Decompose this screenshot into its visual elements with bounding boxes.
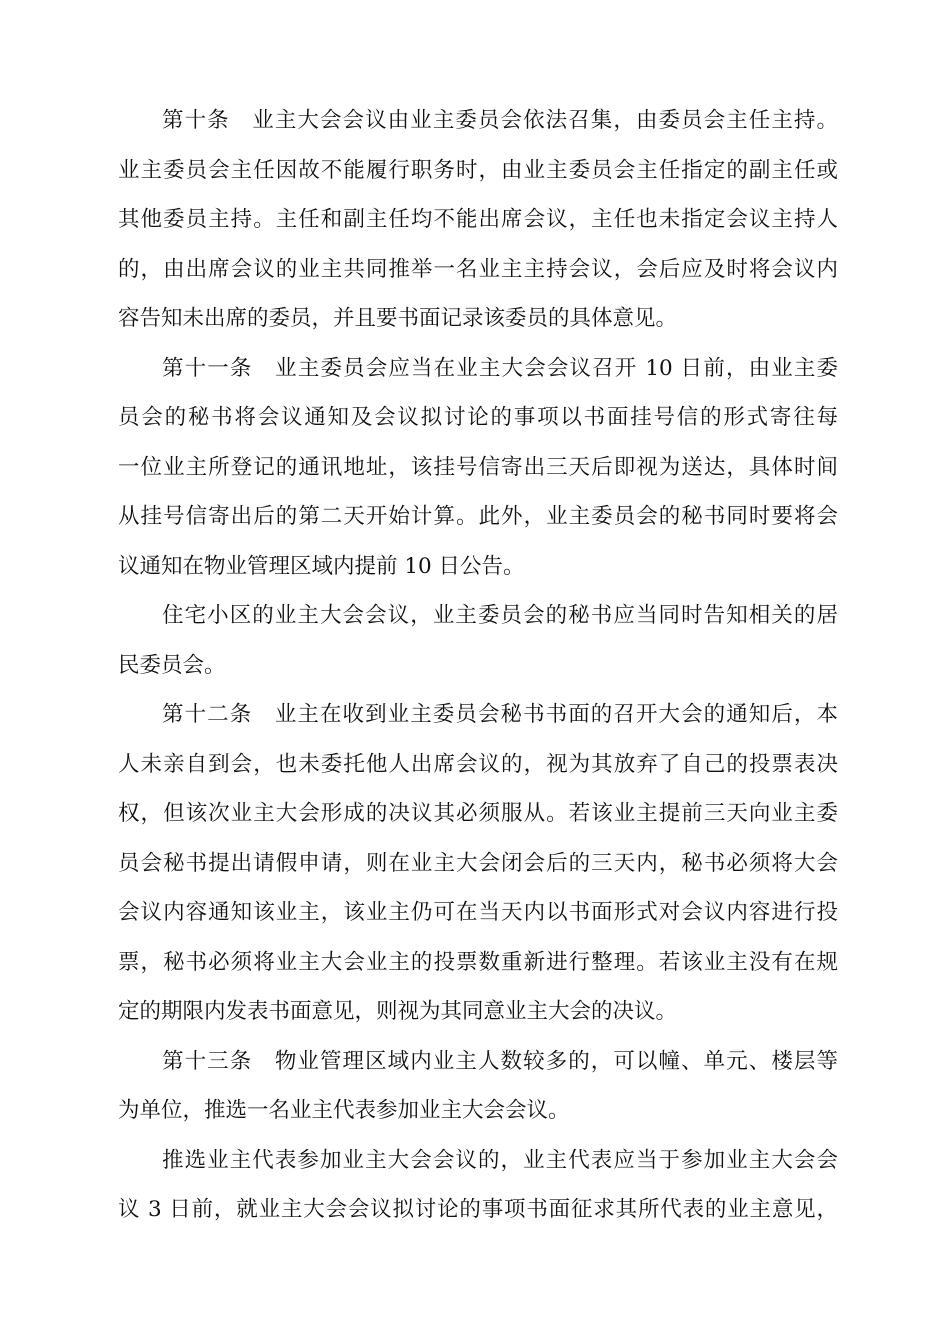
text-line: 票，秘书必须将业主大会业主的投票数重新进行整理。若该业主没有在规 bbox=[118, 949, 838, 975]
text-line: 民委员会。 bbox=[118, 652, 226, 678]
text-line: 为单位，推选一名业主代表参加业主大会会议。 bbox=[118, 1098, 570, 1123]
text-line: 定的期限内发表书面意见，则视为其同意业主大会的决议。 bbox=[118, 999, 678, 1024]
text-line: 权，但该次业主大会形成的决议其必须服从。若该业主提前三天向业主委 bbox=[118, 801, 838, 826]
text-line: 住宅小区的业主大会会议，业主委员会的秘书应当同时告知相关的居 bbox=[162, 603, 838, 628]
text-line: 推选业主代表参加业主大会会议的，业主代表应当于参加业主大会会 bbox=[162, 1147, 838, 1173]
text-line: 员会的秘书将会议通知及会议拟讨论的事项以书面挂号信的形式寄往每 bbox=[118, 405, 838, 430]
text-line: 人未亲自到会，也未委托他人出席会议的，视为其放弃了自己的投票表决 bbox=[118, 751, 838, 777]
text-line: 业主委员会主任因故不能履行职务时，由业主委员会主任指定的副主任或 bbox=[118, 157, 838, 183]
document-body bbox=[118, 96, 838, 1235]
text-line: 的，由出席会议的业主共同推举一名业主主持会议，会后应及时将会议内 bbox=[118, 256, 838, 282]
text-line: 议通知在物业管理区域内提前 10 日公告。 bbox=[118, 553, 525, 579]
text-line: 容告知未出席的委员，并且要书面记录该委员的具体意见。 bbox=[118, 306, 678, 331]
text-line: 第十二条 业主在收到业主委员会秘书书面的召开大会的通知后，本 bbox=[162, 702, 838, 727]
text-line: 从挂号信寄出后的第二天开始计算。此外，业主委员会的秘书同时要将会 bbox=[118, 504, 838, 529]
text-line: 其他委员主持。主任和副主任均不能出席会议，主任也未指定会议主持人 bbox=[118, 207, 838, 232]
text-line: 第十条 业主大会会议由业主委员会依法召集，由委员会主任主持。 bbox=[162, 108, 838, 133]
text-line: 议 3 日前，就业主大会会议拟讨论的事项书面征求其所代表的业主意见， bbox=[118, 1197, 838, 1222]
text-line: 员会秘书提出请假申请，则在业主大会闭会后的三天内，秘书必须将大会 bbox=[118, 850, 838, 876]
text-line: 第十一条 业主委员会应当在业主大会会议召开 10 日前，由业主委 bbox=[162, 355, 838, 381]
text-line: 第十三条 物业管理区域内业主人数较多的，可以幢、单元、楼层等 bbox=[162, 1048, 838, 1074]
text-line: 一位业主所登记的通讯地址，该挂号信寄出三天后即视为送达，具体时间 bbox=[118, 454, 838, 480]
text-line: 会议内容通知该业主，该业主仍可在当天内以书面形式对会议内容进行投 bbox=[118, 900, 838, 925]
